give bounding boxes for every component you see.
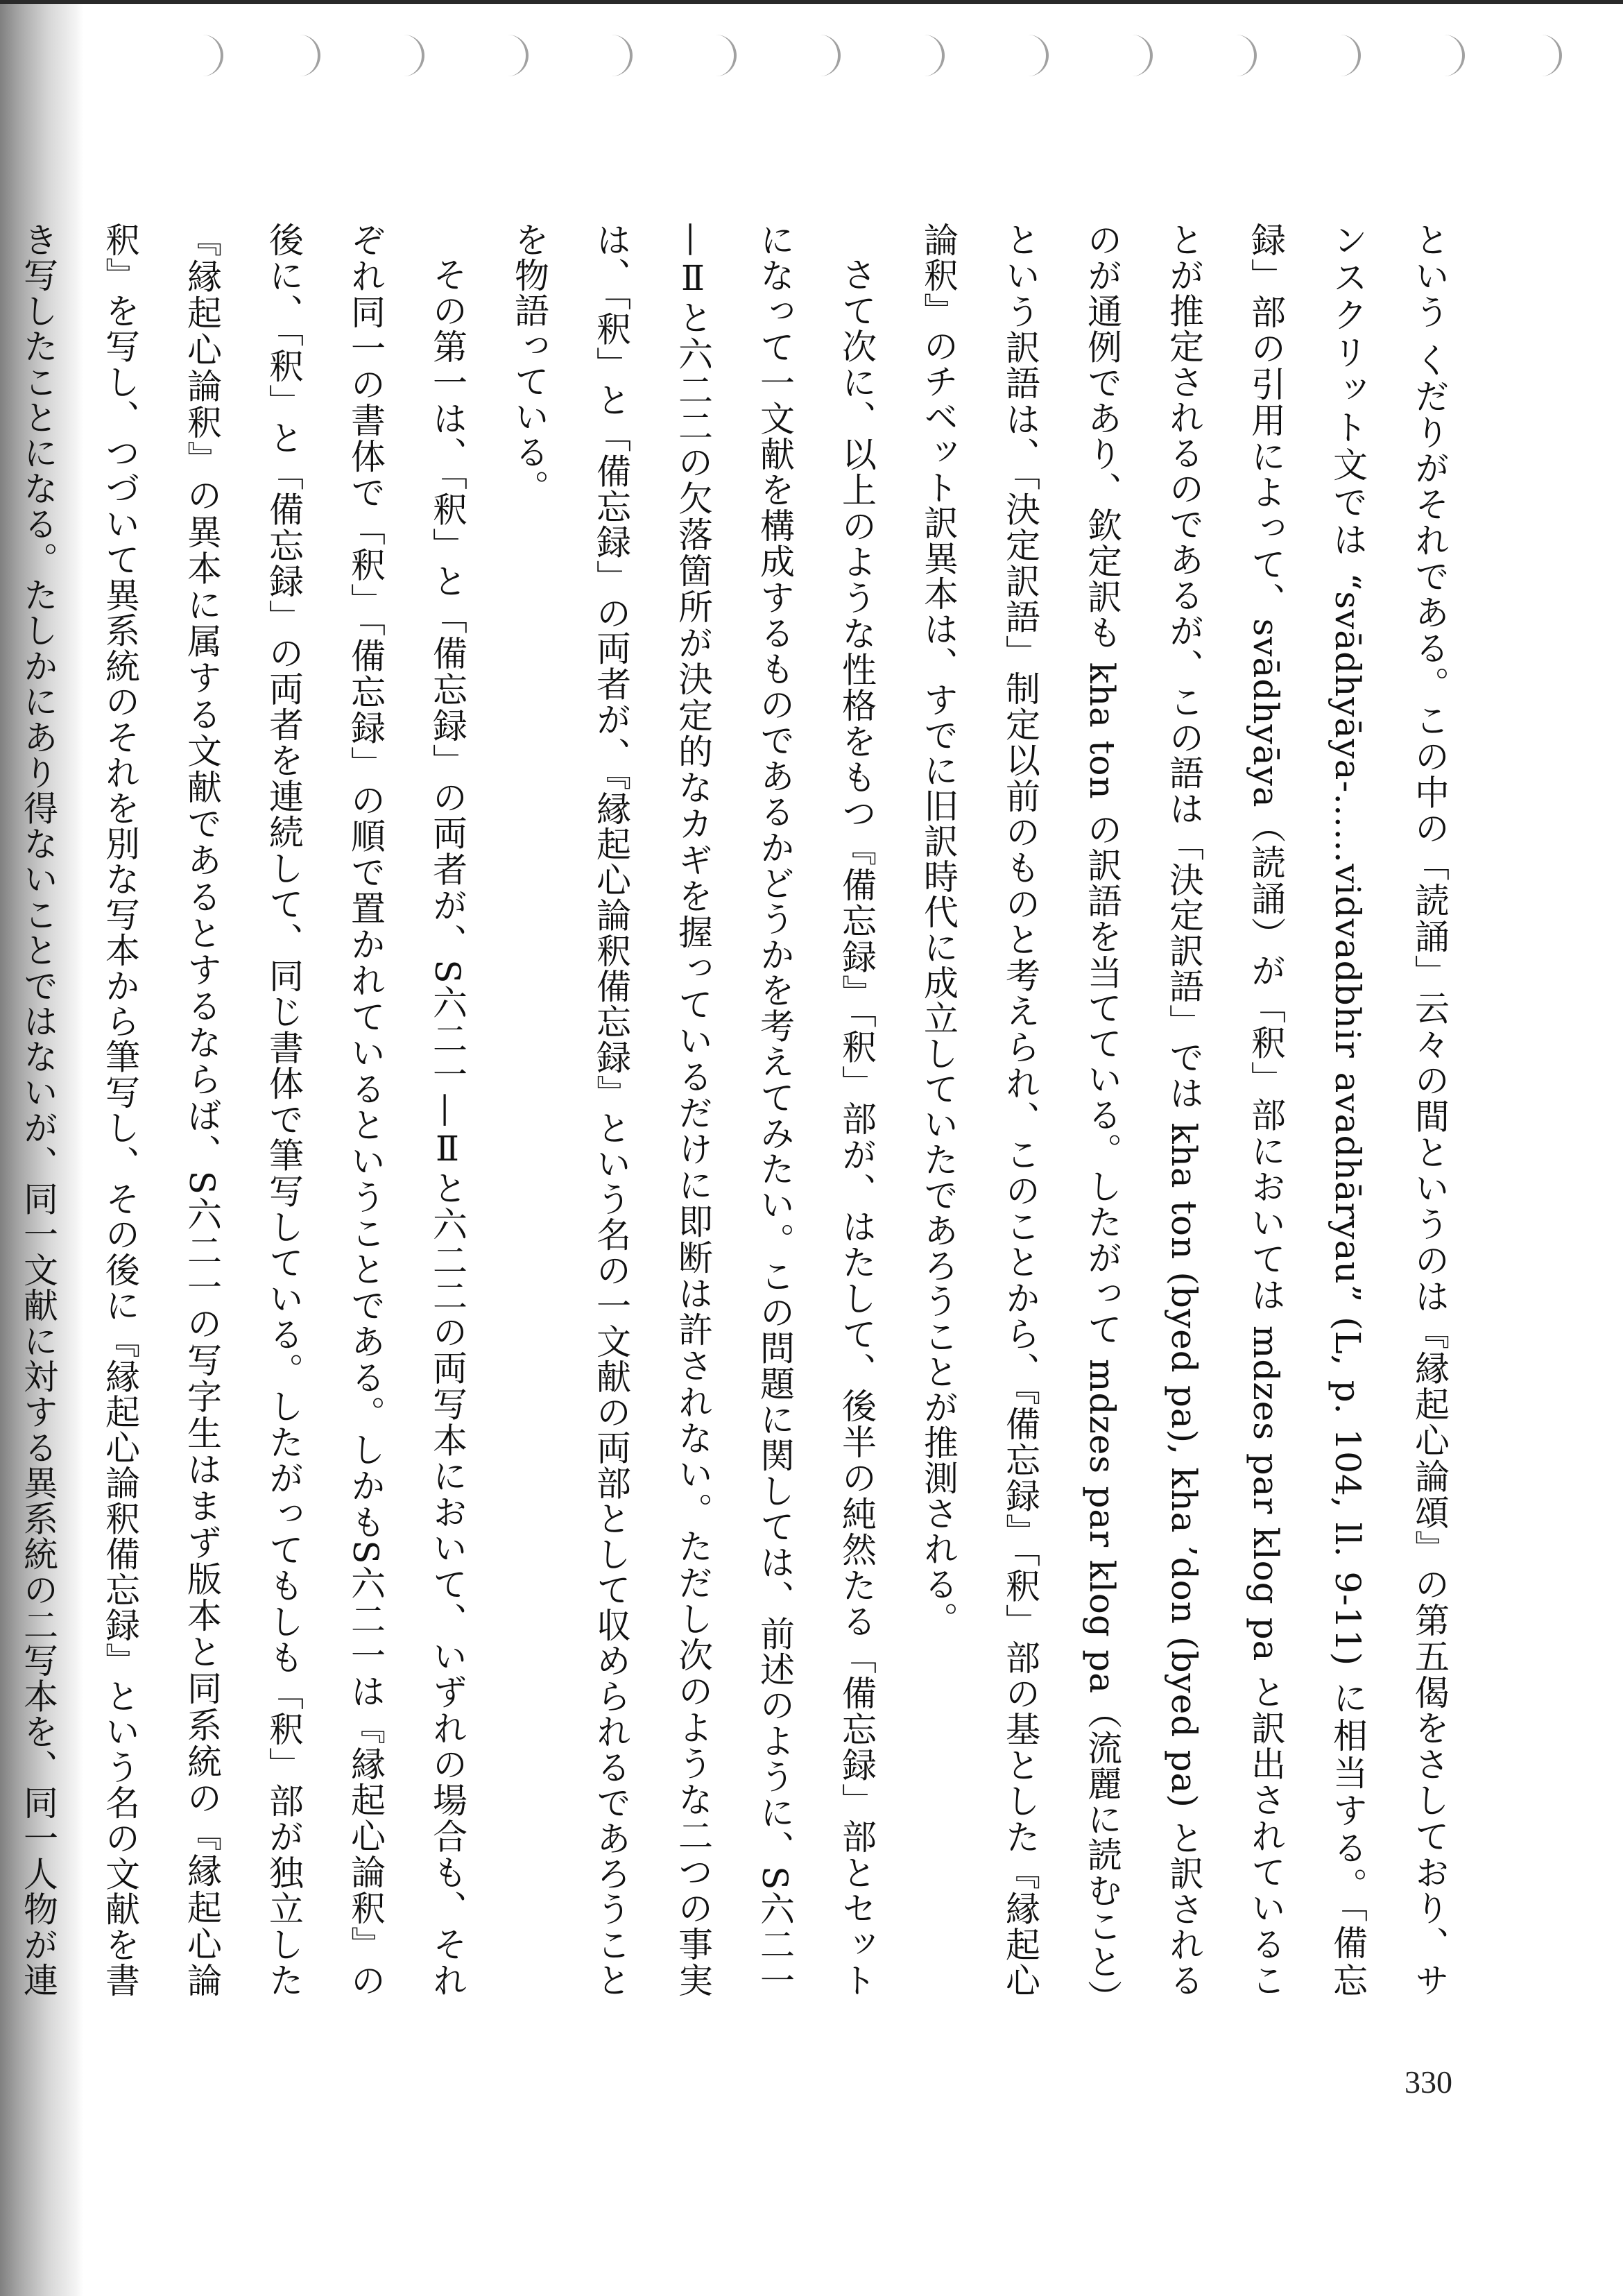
punch-mark <box>1235 35 1257 76</box>
body-text <box>18 222 1470 1998</box>
punch-mark <box>402 35 424 76</box>
punch-mark <box>201 35 223 76</box>
top-edge <box>0 0 1623 4</box>
punch-mark <box>506 35 529 76</box>
punch-mark <box>1131 35 1153 76</box>
paragraph: さて次に、以上のような性格をもつ『備忘録』「釈」部が、はたして、後半の純然たる「備忘録」部とセットになって一文献を構成するものであるかどうかを考えてみたい。この問題に関しては、前述のように、S六二一—Ⅱと六二二の欠落箇所が決定的なカギを握っているだけに即断は許されない。ただし次のような二つの事実は、「釈」と「備忘録」の両者が、『縁起心論釈備忘録』という名の一文献の両部として収められるであろうことを物語っている。 <box>509 222 877 1998</box>
punch-mark <box>714 35 737 76</box>
punch-mark <box>1443 35 1465 76</box>
punch-mark <box>1540 35 1562 76</box>
paragraph: という くだりがそれである。この中の「読誦」云々の間というのは『縁起心論頌』の第五偈をさしており、サンスクリット文では “svādhyāya-……vidvadbhir avadhāryau” (L, p. 104, ll. 9-11) に相当する。「備忘録」部の引用によって、svādhyāya（読誦）が「釈」部においては mdzes par klog pa と訳出されていることが推定されるのであるが、この語は「決定訳語」では kha ton (byed pa), kha ’don (byed pa) と訳されるのが通例であり、欽定訳も kha ton の訳語を当てている。したがって mdzes par klog pa（流麗に読むこと）という訳語は、「決定訳語」制定以前のものと考えられ、このことから、『備忘録』「釈」部の基とした『縁起心論釈』のチベット訳異本は、すでに旧訳時代に成立していたであろうことが推測される。 <box>918 222 1450 1998</box>
punch-mark <box>298 35 320 76</box>
punch-mark <box>818 35 841 76</box>
punch-mark <box>1027 35 1049 76</box>
punch-mark <box>610 35 633 76</box>
punch-mark <box>922 35 945 76</box>
page-number: 330 <box>1405 2064 1452 2100</box>
paragraph: その第一は、「釈」と「備忘録」の両者が、S六二一—Ⅱと六二二の両写本において、いずれの場合も、それぞれ同一の書体で「釈」「備忘録」の順で置かれているということである。しかもS六二一は『縁起心論釈』の後に、「釈」と「備忘録」の両者を連続して、同じ書体で筆写している。したがってもしも「釈」部が独立した『縁起心論釈』の異本に属する文献であるとするならば、S六二一の写字生はまず版本と同系統の『縁起心論釈』を写し、つづいて異系統のそれを別な写本から筆写し、その後に『縁起心論釈備忘録』という名の文献を書き写したことになる。たしかにあり得ないことではないが、同一文献に対する異系統の二写本を、同一人物が連 <box>18 222 467 1998</box>
punch-mark <box>1339 35 1361 76</box>
